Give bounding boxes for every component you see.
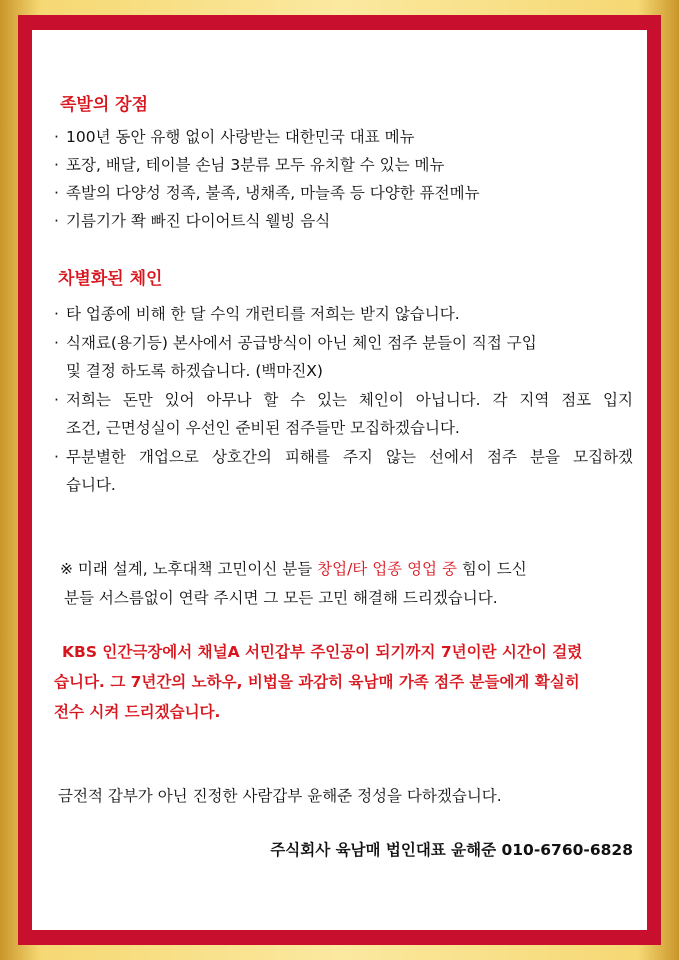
notice-line-2: 분들 서스름없이 연락 주시면 그 모든 고민 해결해 드리겠습니다. <box>64 589 498 607</box>
document-content <box>54 30 633 930</box>
story-line: KBS 인간극장에서 채널A 서민갑부 주인공이 되기까지 7년이란 시간이 걸렸 <box>62 643 583 661</box>
story-line: 습니다. 그 7년간의 노하우, 비법을 과감히 육남매 가족 점주 분들에게 확실히 <box>54 673 580 691</box>
list-item: · 저희는 돈만 있어 아무나 할 수 있는 체인이 아닙니다. 각 지역 점포 입지 <box>54 391 633 409</box>
section-heading-chain: 차별화된 체인 <box>58 269 163 289</box>
document-page <box>32 30 647 930</box>
closing-statement: 금전적 갑부가 아닌 진정한 사람갑부 윤해준 정성을 다하겠습니다. <box>58 787 502 805</box>
list-item-continuation: 조건, 근면성실이 우선인 준비된 점주들만 모집하겠습니다. <box>66 419 460 437</box>
list-item: · 포장, 배달, 테이블 손님 3분류 모두 유치할 수 있는 메뉴 <box>54 156 445 174</box>
list-item: · 족발의 다양성 정족, 불족, 냉채족, 마늘족 등 다양한 퓨전메뉴 <box>54 184 480 202</box>
notice-highlight: 창업/타 업종 영업 중 <box>317 560 457 578</box>
list-item: · 식재료(용기등) 본사에서 공급방식이 아닌 체인 점주 분들이 직접 구입 <box>54 334 537 352</box>
list-item-continuation: 습니다. <box>66 476 116 494</box>
list-item: · 타 업종에 비해 한 달 수익 개런티를 저희는 받지 않습니다. <box>54 305 460 323</box>
signature: 주식회사 육남매 법인대표 윤해준 010-6760-6828 <box>270 841 633 859</box>
list-item-continuation: 및 결정 하도록 하겠습니다. (백마진X) <box>66 362 323 380</box>
list-item: · 100년 동안 유행 없이 사랑받는 대한민국 대표 메뉴 <box>54 128 415 146</box>
list-item: · 기름기가 쫙 빠진 다이어트식 웰빙 음식 <box>54 212 331 230</box>
section-heading-advantages: 족발의 장점 <box>60 95 149 115</box>
list-item: · 무분별한 개업으로 상호간의 피해를 주지 않는 선에서 점주 분을 모집하겠 <box>54 448 633 466</box>
story-line: 전수 시켜 드리겠습니다. <box>54 703 221 721</box>
notice-line: ※ 미래 설계, 노후대책 고민이신 분들 창업/타 업종 영업 중 힘이 드신 <box>60 560 527 578</box>
